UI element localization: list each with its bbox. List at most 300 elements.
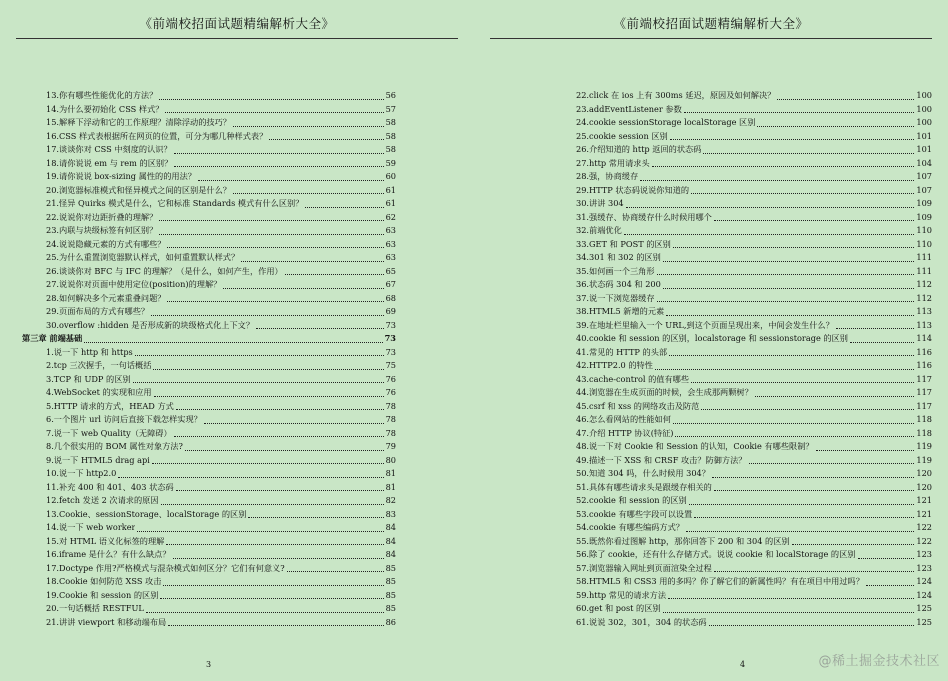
toc-entry[interactable]	[46, 130, 396, 144]
toc-entry-title: 15.解释下浮动和它的工作原理？清除浮动的技巧？	[46, 117, 231, 127]
toc-entry-title: 47.介绍 HTTP 协议(特征)	[576, 427, 674, 438]
toc-entry-page: 84	[385, 549, 396, 559]
dot-leader	[714, 490, 915, 491]
toc-entry-page: 67	[385, 279, 396, 289]
toc-entry-title: 16.iframe 是什么？有什么缺点？	[46, 549, 171, 559]
toc-entry-page: 62	[385, 211, 396, 222]
dot-leader	[173, 558, 384, 559]
toc-entry[interactable]	[46, 589, 396, 603]
toc-entry-title: 22.说说你对边距折叠的理解？	[46, 211, 158, 222]
dot-leader	[146, 612, 384, 613]
dot-leader	[755, 396, 915, 397]
toc-entry-title: 45.csrf 和 xss 的网络攻击及防范	[576, 400, 700, 411]
toc-entry-title: 14.为什么要初始化 CSS 样式？	[46, 103, 164, 114]
toc-entry-page: 119	[916, 441, 932, 451]
toc-entry-page: 78	[385, 427, 396, 438]
toc-entry-page: 123	[916, 549, 932, 559]
dot-leader	[233, 126, 384, 127]
toc-entry-page: 85	[385, 603, 396, 613]
toc-entry-title: 23.addEventListener 参数	[576, 103, 682, 114]
toc-entry-title: 8.几个很实用的 BOM 属性对象方法?	[46, 441, 183, 451]
dot-leader	[159, 220, 383, 221]
dot-leader	[640, 180, 914, 181]
dot-leader	[691, 193, 914, 194]
toc-entry-title: 52.cookie 和 session 的区别	[576, 495, 687, 505]
toc-entry-title: 32.前端优化	[576, 225, 622, 235]
toc-entry[interactable]	[46, 548, 396, 562]
toc-entry[interactable]	[46, 602, 396, 616]
toc-entry-page: 84	[385, 535, 396, 546]
dot-leader	[655, 369, 914, 370]
toc-entry-page: 117	[916, 373, 932, 384]
toc-entry-title: 55.既然你看过图解 http，那你回答下 200 和 304 的区别	[576, 535, 790, 546]
toc-entry-title: 25.为什么重置浏览器默认样式，如何重置默认样式？	[46, 252, 240, 262]
dot-leader	[709, 625, 915, 626]
toc-entry-page: 111	[916, 265, 932, 276]
dot-leader	[749, 463, 915, 464]
toc-entry-title: 27.http 常用请求头	[576, 157, 650, 168]
toc-entry-title: 26.谈谈你对 BFC 与 IFC 的理解？（是什么，如何产生，作用）	[46, 265, 283, 276]
toc-entry-title: 20.一句话概括 RESTFUL	[46, 603, 144, 613]
toc-entry[interactable]	[46, 440, 396, 454]
toc-entry[interactable]	[46, 575, 396, 589]
toc-entry-page: 73	[385, 346, 396, 357]
dot-leader	[652, 166, 915, 167]
toc-entry-title: 28.如何解决多个元素重叠问题？	[46, 292, 166, 303]
dot-leader	[84, 342, 382, 343]
dot-leader	[675, 436, 914, 437]
dot-leader	[663, 261, 915, 262]
dot-leader	[159, 99, 383, 100]
toc-entry-title: 41.常见的 HTTP 的头部	[576, 346, 668, 357]
dot-leader	[269, 139, 383, 140]
toc-entry[interactable]	[576, 278, 932, 292]
toc-entry-title: 43.cache-control 的值有哪些	[576, 373, 690, 384]
toc-entry-page: 101	[916, 130, 932, 141]
toc-entry[interactable]	[46, 359, 396, 373]
toc-entry-page: 73	[384, 333, 396, 343]
toc-entry[interactable]	[576, 211, 932, 225]
toc-entry[interactable]	[576, 170, 932, 184]
dot-leader	[684, 112, 915, 113]
toc-entry[interactable]	[576, 103, 932, 117]
header-rule	[16, 38, 458, 39]
toc-entry[interactable]	[46, 143, 396, 157]
toc-entry-page: 114	[916, 333, 932, 343]
toc-entry-page: 104	[916, 157, 932, 168]
toc-entry-page: 58	[385, 117, 396, 127]
dot-leader	[152, 463, 384, 464]
toc-entry[interactable]	[576, 427, 932, 441]
dot-leader	[669, 355, 914, 356]
dot-leader	[176, 409, 384, 410]
toc-entry-page: 122	[916, 535, 932, 546]
toc-entry[interactable]	[576, 616, 932, 630]
dot-leader	[663, 612, 915, 613]
toc-entry[interactable]	[46, 521, 396, 535]
toc-entry-page: 125	[916, 616, 932, 627]
toc-entry[interactable]	[46, 481, 396, 495]
dot-leader	[118, 477, 383, 478]
toc-entry-page: 84	[385, 522, 396, 532]
toc-entry[interactable]	[576, 467, 932, 481]
toc-entry-title: 22.click 在 ios 上有 300ms 延迟，原因及如何解决？	[576, 90, 776, 100]
toc-list-right	[576, 89, 932, 629]
toc-entry-page: 80	[385, 454, 396, 465]
toc-entry-title: 17.Doctype 作用?严格模式与混杂模式如何区分？它们有何意义?	[46, 562, 285, 573]
dot-leader	[663, 288, 915, 289]
toc-entry[interactable]	[576, 386, 932, 400]
toc-entry[interactable]	[46, 211, 396, 225]
toc-entry[interactable]	[46, 292, 396, 306]
toc-entry-title: 20.浏览器标准模式和怪异模式之间的区别是什么？	[46, 184, 231, 195]
toc-entry-page: 56	[385, 90, 396, 100]
toc-list-left	[22, 89, 396, 629]
toc-entry-title: 24.cookie sessionStorage localStorage 区别	[576, 117, 756, 127]
toc-entry-page: 65	[385, 265, 396, 276]
dot-leader	[866, 585, 914, 586]
toc-entry-title: 26.介绍知道的 http 返回的状态码	[576, 144, 702, 154]
toc-entry-title: 12.fetch 发送 2 次请求的原因	[46, 495, 159, 505]
dot-leader	[176, 490, 384, 491]
toc-entry-title: 18.Cookie 如何防范 XSS 攻击	[46, 576, 162, 586]
toc-entry-title: 6.一个图片 url 访问后直接下载怎样实现？	[46, 414, 202, 424]
dot-leader	[160, 598, 383, 599]
dot-leader	[135, 355, 384, 356]
toc-entry[interactable]	[46, 494, 396, 508]
toc-entry[interactable]	[576, 184, 932, 198]
toc-entry-page: 113	[916, 306, 932, 316]
toc-entry-page: 107	[916, 171, 932, 181]
toc-entry-title: 31.强缓存、协商缓存什么时候用哪个	[576, 211, 712, 222]
page-number: 3	[206, 660, 212, 669]
toc-entry-title: 37.说一下浏览器缓存	[576, 292, 655, 303]
toc-entry[interactable]	[46, 305, 396, 319]
toc-entry-page: 112	[916, 279, 932, 289]
toc-entry[interactable]	[46, 197, 396, 211]
toc-entry[interactable]	[46, 413, 396, 427]
toc-entry-page: 83	[385, 508, 396, 519]
toc-entry[interactable]	[576, 89, 932, 103]
dot-leader	[285, 274, 384, 275]
toc-entry[interactable]	[576, 143, 932, 157]
toc-entry[interactable]	[576, 373, 932, 387]
toc-entry-title: 50.知道 304 吗，什么时候用 304？	[576, 468, 710, 478]
toc-entry[interactable]	[576, 238, 932, 252]
toc-entry[interactable]	[46, 238, 396, 252]
toc-entry-page: 82	[385, 495, 396, 505]
toc-entry[interactable]	[576, 224, 932, 238]
toc-entry-page: 116	[916, 346, 932, 357]
toc-entry-page: 112	[916, 292, 932, 303]
dot-leader	[133, 382, 384, 383]
toc-entry-page: 59	[385, 157, 396, 168]
page-header-title: 《前端校招面试题精编解析大全》	[139, 16, 335, 31]
toc-chapter-heading[interactable]	[22, 332, 396, 346]
dot-leader	[165, 112, 383, 113]
toc-entry-page: 120	[916, 481, 932, 492]
toc-entry-page: 120	[916, 468, 932, 478]
dot-leader	[153, 369, 383, 370]
toc-entry[interactable]	[46, 319, 396, 333]
dot-leader	[691, 382, 914, 383]
dot-leader	[850, 342, 914, 343]
toc-entry-title: 40.cookie 和 session 的区别，localstorage 和 sessionstorage 的区别	[576, 333, 848, 343]
toc-entry-title: 3.TCP 和 UDP 的区别	[46, 373, 131, 384]
toc-entry-title: 23.内联与块级标签有何区别？	[46, 225, 158, 235]
toc-entry[interactable]	[576, 494, 932, 508]
toc-entry-title: 60.get 和 post 的区别	[576, 603, 661, 613]
toc-entry-title: 59.http 常见的请求方法	[576, 589, 667, 600]
toc-entry-title: 5.HTTP 请求的方式，HEAD 方式	[46, 400, 174, 411]
dot-leader	[163, 585, 383, 586]
toc-entry-page: 85	[385, 589, 396, 600]
toc-entry-title: 28.强，协商缓存	[576, 171, 639, 181]
toc-entry[interactable]	[46, 508, 396, 522]
toc-entry-title: 第三章 前端基础	[22, 333, 83, 343]
dot-leader	[666, 315, 914, 316]
dot-leader	[714, 571, 915, 572]
toc-entry[interactable]	[576, 413, 932, 427]
toc-entry-title: 30.讲讲 304	[576, 198, 624, 208]
toc-entry-page: 85	[385, 562, 396, 573]
toc-entry-title: 30.overflow :hidden 是否形成新的块级格式化上下文？	[46, 319, 255, 330]
dot-leader	[166, 544, 383, 545]
toc-entry[interactable]	[576, 251, 932, 265]
toc-entry-title: 46.怎么看网站的性能如何	[576, 414, 671, 424]
toc-entry-title: 54.cookie 有哪些编码方式？	[576, 522, 684, 532]
toc-entry-page: 110	[916, 225, 932, 235]
dot-leader	[816, 450, 915, 451]
toc-entry[interactable]	[46, 535, 396, 549]
toc-entry-title: 57.浏览器输入网址到页面渲染全过程	[576, 562, 712, 573]
dot-leader	[174, 436, 384, 437]
right-page	[474, 0, 948, 681]
toc-entry[interactable]	[46, 103, 396, 117]
dot-leader	[626, 207, 915, 208]
toc-entry-title: 49.描述一下 XSS 和 CRSF 攻击？防御方法？	[576, 454, 747, 465]
toc-entry-page: 69	[385, 306, 396, 316]
toc-entry-title: 38.HTML5 新增的元素	[576, 306, 665, 316]
toc-entry-page: 81	[385, 481, 396, 492]
dot-leader	[670, 139, 915, 140]
toc-entry[interactable]	[46, 616, 396, 630]
toc-entry[interactable]	[576, 346, 932, 360]
dot-leader	[686, 531, 914, 532]
toc-entry-title: 7.说一下 web Quality（无障碍）	[46, 427, 172, 438]
toc-entry[interactable]	[46, 427, 396, 441]
toc-entry-title: 17.谈谈你对 CSS 中刻度的认识？	[46, 144, 172, 154]
toc-entry-title: 10.说一下 http2.0	[46, 468, 117, 478]
toc-entry-title: 27.说说你对页面中使用定位(position)的理解？	[46, 279, 222, 289]
toc-entry[interactable]	[576, 575, 932, 589]
toc-entry[interactable]	[46, 157, 396, 171]
toc-entry-page: 63	[385, 225, 396, 235]
dot-leader	[668, 598, 914, 599]
toc-entry[interactable]	[46, 89, 396, 103]
toc-entry-title: 19.Cookie 和 session 的区别	[46, 589, 159, 600]
toc-entry-page: 58	[385, 130, 396, 141]
toc-entry-page: 124	[916, 576, 932, 586]
toc-entry-title: 16.CSS 样式表根据所在网页的位置，可分为哪几种样式表？	[46, 130, 268, 141]
page-header-title: 《前端校招面试题精编解析大全》	[613, 16, 809, 31]
toc-entry[interactable]	[576, 265, 932, 279]
toc-entry-title: 58.HTML5 和 CSS3 用的多吗？你了解它们的新属性吗？有在项目中用过吗？	[576, 576, 864, 586]
page-number: 4	[740, 660, 746, 669]
dot-leader	[657, 301, 915, 302]
toc-entry-page: 111	[916, 252, 932, 262]
toc-entry-page: 122	[916, 522, 932, 532]
toc-entry-title: 29.HTTP 状态码说说你知道的	[576, 184, 690, 195]
toc-entry[interactable]	[46, 251, 396, 265]
toc-entry-title: 19.请你说说 box-sizing 属性的的用法？	[46, 171, 196, 181]
toc-entry-page: 121	[916, 495, 932, 505]
dot-leader	[174, 166, 383, 167]
toc-entry-title: 53.cookie 有哪些字段可以设置	[576, 508, 693, 519]
header-rule	[490, 38, 932, 39]
toc-entry[interactable]	[576, 400, 932, 414]
toc-entry-page: 107	[916, 184, 932, 195]
dot-leader	[167, 247, 383, 248]
toc-entry[interactable]	[46, 278, 396, 292]
dot-leader	[204, 423, 384, 424]
dot-leader	[151, 315, 383, 316]
dot-leader	[689, 504, 915, 505]
toc-entry-page: 118	[916, 427, 932, 438]
toc-entry[interactable]	[576, 440, 932, 454]
toc-entry-title: 56.除了 cookie，还有什么存储方式。说说 cookie 和 localStorage 的区别	[576, 549, 856, 559]
toc-entry[interactable]	[576, 319, 932, 333]
dot-leader	[174, 153, 384, 154]
toc-entry[interactable]	[576, 548, 932, 562]
toc-entry-page: 68	[385, 292, 396, 303]
toc-entry-page: 57	[385, 103, 396, 114]
toc-entry-title: 61.说说 302，301，304 的状态码	[576, 616, 707, 627]
toc-entry-page: 81	[385, 468, 396, 478]
toc-entry-title: 48.说一下对 Cookie 和 Session 的认知，Cookie 有哪些限制？	[576, 441, 814, 451]
toc-entry-page: 60	[385, 171, 396, 181]
toc-entry-title: 51.具体有哪些请求头是跟缓存相关的	[576, 481, 712, 492]
toc-entry-title: 11.补充 400 和 401、403 状态码	[46, 481, 174, 492]
toc-entry-title: 15.对 HTML 语义化标签的理解	[46, 535, 165, 546]
toc-entry[interactable]	[576, 359, 932, 373]
toc-entry-page: 78	[385, 400, 396, 411]
toc-entry[interactable]	[576, 332, 932, 346]
toc-entry[interactable]	[576, 535, 932, 549]
toc-entry-page: 79	[385, 441, 396, 451]
dot-leader	[223, 288, 383, 289]
toc-entry[interactable]	[576, 116, 932, 130]
toc-entry-page: 86	[385, 616, 396, 627]
toc-entry-title: 13.Cookie、sessionStorage、localStorage 的区别	[46, 508, 247, 519]
toc-entry[interactable]	[576, 157, 932, 171]
dot-leader	[701, 409, 914, 410]
dot-leader	[287, 571, 384, 572]
toc-entry-title: 36.状态码 304 和 200	[576, 279, 661, 289]
toc-entry[interactable]	[576, 508, 932, 522]
toc-entry-page: 118	[916, 414, 932, 424]
toc-entry-page: 117	[916, 387, 932, 397]
toc-entry[interactable]	[46, 562, 396, 576]
toc-entry[interactable]	[576, 130, 932, 144]
dot-leader	[694, 517, 914, 518]
toc-entry[interactable]	[46, 184, 396, 198]
dot-leader	[167, 301, 383, 302]
toc-entry[interactable]	[576, 521, 932, 535]
toc-entry-title: 34.301 和 302 的区别	[576, 252, 661, 262]
toc-entry-title: 21.讲讲 viewport 和移动端布局	[46, 616, 167, 627]
toc-entry-title: 33.GET 和 POST 的区别	[576, 238, 671, 249]
watermark: @稀土掘金技术社区	[818, 654, 940, 669]
toc-entry-page: 124	[916, 589, 932, 600]
toc-entry[interactable]	[46, 346, 396, 360]
dot-leader	[757, 126, 914, 127]
dot-leader	[673, 247, 915, 248]
dot-leader	[159, 234, 383, 235]
toc-entry[interactable]	[576, 602, 932, 616]
dot-leader	[168, 625, 383, 626]
toc-entry-page: 100	[916, 103, 932, 114]
toc-entry[interactable]	[46, 116, 396, 130]
toc-entry[interactable]	[46, 373, 396, 387]
toc-entry[interactable]	[576, 562, 932, 576]
toc-entry[interactable]	[576, 589, 932, 603]
toc-entry[interactable]	[46, 454, 396, 468]
toc-entry[interactable]	[576, 197, 932, 211]
toc-entry-page: 76	[385, 373, 396, 384]
toc-entry-title: 29.页面布局的方式有哪些？	[46, 306, 150, 316]
toc-entry[interactable]	[46, 170, 396, 184]
toc-entry[interactable]	[576, 292, 932, 306]
dot-leader	[233, 193, 384, 194]
toc-entry-page: 109	[916, 198, 932, 208]
dot-leader	[703, 153, 914, 154]
toc-entry[interactable]	[576, 305, 932, 319]
toc-entry-page: 117	[916, 400, 932, 411]
dot-leader	[305, 207, 383, 208]
toc-entry-page: 109	[916, 211, 932, 222]
toc-entry[interactable]	[46, 400, 396, 414]
toc-entry[interactable]	[576, 481, 932, 495]
dot-leader	[248, 517, 383, 518]
toc-entry-title: 1.说一下 http 和 https	[46, 346, 133, 357]
dot-leader	[256, 328, 384, 329]
toc-entry[interactable]	[46, 467, 396, 481]
dot-leader	[185, 450, 384, 451]
toc-entry[interactable]	[46, 386, 396, 400]
toc-entry[interactable]	[46, 265, 396, 279]
toc-entry-title: 42.HTTP2.0 的特性	[576, 360, 653, 370]
dot-leader	[673, 423, 914, 424]
dot-leader	[624, 234, 915, 235]
dot-leader	[714, 220, 915, 221]
toc-entry-page: 75	[385, 360, 396, 370]
toc-entry-title: 9.说一下 HTML5 drag api	[46, 454, 150, 465]
dot-leader	[858, 558, 915, 559]
dot-leader	[137, 531, 383, 532]
toc-entry-page: 63	[385, 238, 396, 249]
dot-leader	[712, 477, 914, 478]
toc-entry-page: 119	[916, 454, 932, 465]
toc-entry-page: 123	[916, 562, 932, 573]
dot-leader	[777, 99, 914, 100]
toc-entry[interactable]	[576, 454, 932, 468]
dot-leader	[241, 261, 383, 262]
toc-entry-title: 24.说说隐藏元素的方式有哪些？	[46, 238, 166, 249]
toc-entry-title: 4.WebSocket 的实现和应用	[46, 387, 152, 397]
toc-entry[interactable]	[46, 224, 396, 238]
toc-entry-page: 85	[385, 576, 396, 586]
